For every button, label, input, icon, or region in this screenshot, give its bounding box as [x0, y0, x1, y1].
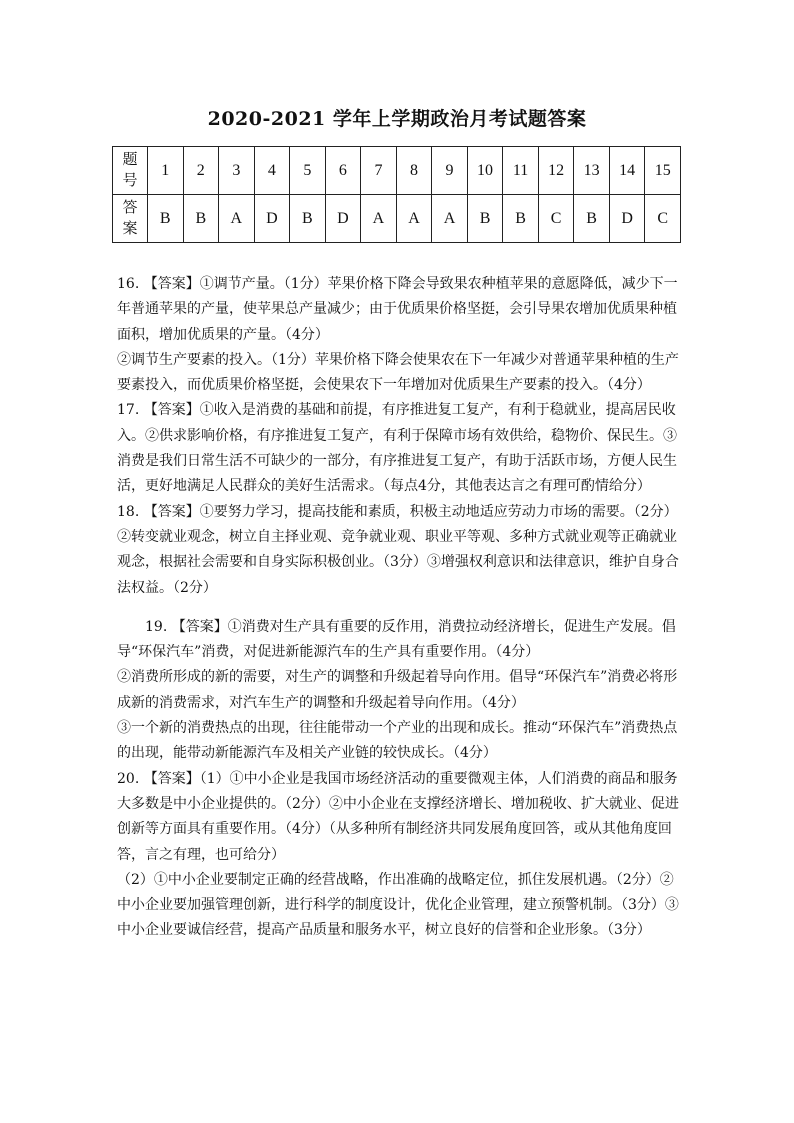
question-number-cell: 9 [432, 147, 468, 195]
answer-cell: B [503, 195, 539, 243]
row-label-char: 案 [122, 220, 138, 237]
answer-cell: A [396, 195, 432, 243]
answer-paragraph-18: 18. 【答案】①要努力学习，提高技能和素质，积极主动地适应劳动力市场的需要。（2分）②转变就业观念，树立自主择业观、竞争就业观、职业平等观、多种方式就业观等正确就业观念，根据社会需要和自身实际积极创业。（3分）③增强权利意识和法律意识，维护自身合法权益。（2分） [117, 503, 679, 596]
answer-cell: B [467, 195, 503, 243]
question-number-cell: 15 [645, 147, 681, 195]
row-label-question-number [113, 147, 148, 195]
question-number-cell: 8 [396, 147, 432, 195]
answer-paragraph-19-part1: 19. 【答案】①消费对生产具有重要的反作用，消费拉动经济增长，促进生产发展。倡导“环保汽车”消费，对促进新能源汽车的生产具有重要作用。（4分） [117, 618, 676, 661]
row-label-char: 号 [122, 172, 138, 189]
answer-cell: A [219, 195, 255, 243]
answer-cell: B [574, 195, 610, 243]
answer-paragraph-20-part1: 20. 【答案】（1）①中小企业是我国市场经济活动的重要微观主体，人们消费的商品和服务大多数是中小企业提供的。（2分）②中小企业在支撑经济增长、增加税收、扩大就业、促进创新等方面具有重要作用。（4分）（从多种所有制经济共同发展角度回答，或从其他角度回答，言之有理，也可给分） [117, 770, 679, 863]
row-label-char: 题 [122, 151, 138, 168]
question-number-cell: 5 [290, 147, 326, 195]
question-number-cell: 7 [361, 147, 397, 195]
answer-paragraph-16-part2: ②调节生产要素的投入。（1分）苹果价格下降会使果农在下一年减少对普通苹果种植的生产要素投入，而优质果价格坚挺，会使果农下一年增加对优质果生产要素的投入。（4分） [117, 351, 679, 394]
question-number-cell: 3 [219, 147, 255, 195]
row-label-answer [113, 195, 148, 243]
answer-cell: B [290, 195, 326, 243]
answer-paragraph-19-part2: ②消费所形成的新的需要，对生产的调整和升级起着导向作用。倡导“环保汽车”消费必将形成新的消费需求，对汽车生产的调整和升级起着导向作用。（4分） [117, 669, 678, 711]
answer-cell: D [254, 195, 290, 243]
question-number-cell: 13 [574, 147, 610, 195]
answer-paragraph-16-part1: 16. 【答案】①调节产量。（1分）苹果价格下降会导致果农种植苹果的意愿降低，减少下一年普通苹果的产量，使苹果总产量减少；由于优质果价格坚挺，会引导果农增加优质果种植面积，增加优质果的产量。（4分） [117, 276, 678, 343]
answer-cell: B [183, 195, 219, 243]
question-number-cell: 14 [609, 147, 645, 195]
table-row-answers [113, 195, 681, 243]
table-row-numbers [113, 147, 681, 195]
question-number-cell: 4 [254, 147, 290, 195]
question-number-cell: 11 [503, 147, 539, 195]
answer-cell: D [325, 195, 361, 243]
answer-cell: D [609, 195, 645, 243]
page-title: 2020-2021 学年上学期政治月考试题答案 [207, 108, 587, 130]
row-label-char: 答 [122, 199, 138, 216]
answer-table [112, 146, 681, 243]
answer-cell: B [148, 195, 184, 243]
question-number-cell: 10 [467, 147, 503, 195]
question-number-cell: 12 [538, 147, 574, 195]
answer-paragraph-20-part2: （2）①中小企业要制定正确的经营战略，作出准确的战略定位，抓住发展机遇。（2分）②中小企业要加强管理创新，进行科学的制度设计，优化企业管理，建立预警机制。（3分）③中小企业要诚信经营，提高产品质量和服务水平，树立良好的信誉和企业形象。（3分） [117, 871, 679, 939]
question-number-cell: 2 [183, 147, 219, 195]
answer-cell: C [538, 195, 574, 243]
question-number-cell: 1 [148, 147, 184, 195]
answer-cell: A [432, 195, 468, 243]
answer-cell: A [361, 195, 397, 243]
answer-text-body [117, 272, 685, 944]
answer-cell: C [645, 195, 681, 243]
question-number-cell: 6 [325, 147, 361, 195]
answer-paragraph-17: 17. 【答案】①收入是消费的基础和前提，有序推进复工复产，有利于稳就业，提高居民收入。②供求影响价格，有序推进复工复产，有利于保障市场有效供给，稳物价、保民生。③消费是我们日常生活不可缺少的一部分，有序推进复工复产，有助于活跃市场，方便人民生活，更好地满足人民群众的美好生活需求。（每点4分，其他表达言之有理可酌情给分） [117, 402, 677, 495]
answer-paragraph-19-part3: ③一个新的消费热点的出现，往往能带动一个产业的出现和成长。推动“环保汽车”消费热点的出现，能带动新能源汽车及相关产业链的较快成长。（4分） [117, 720, 678, 762]
